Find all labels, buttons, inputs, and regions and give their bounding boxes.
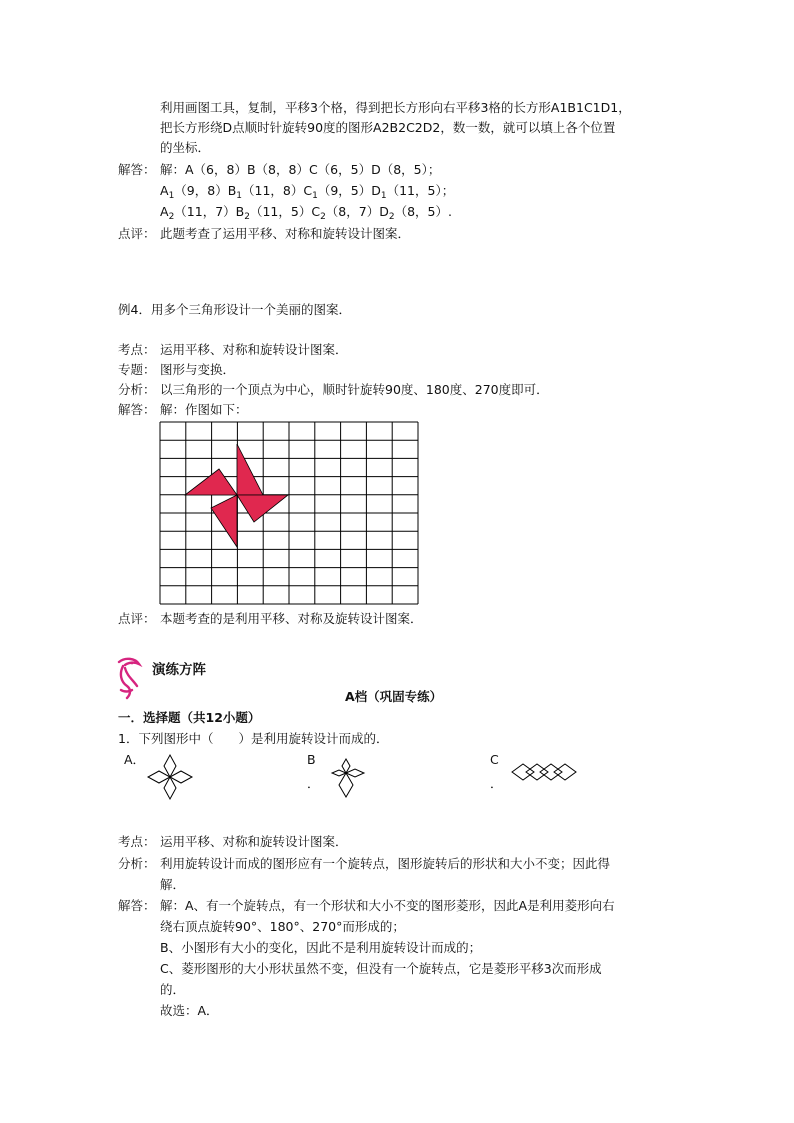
q1-jieda-line-6: 故选：A． [160, 1003, 219, 1018]
ex4-zhuanti: 图形与变换． [160, 362, 236, 377]
q1-jieda-line-2: 绕右顶点旋转90°、180°、270°而形成的； [160, 919, 405, 934]
option-c-rhombus-3 [540, 764, 562, 780]
ex4-kaodian: 运用平移、对称和旋转设计图案． [160, 342, 348, 357]
option-c-rhombus-4 [554, 764, 576, 780]
option-a-rhombus-right [170, 771, 192, 783]
option-b-figure [326, 757, 366, 807]
q1-kaodian: 运用平移、对称和旋转设计图案． [160, 834, 348, 849]
ex3-comment: 此题考查了运用平移、对称和旋转设计图案． [160, 226, 411, 241]
option-b-dot: ． [307, 776, 320, 791]
ex3-answer-line-2: $A_1(9$，$8)B_1(11$，$8)C_1(9$，$5)D_1(11$，5）； [160, 183, 455, 201]
ex3-line-2: 把长方形绕D点顺时针旋转90度的图形A2B2C2D2，数一数，就可以填上各个位置 [160, 120, 616, 135]
option-c-rhombus-1 [512, 764, 534, 780]
ex3-comment-label: 点评： [118, 226, 156, 241]
option-a-rhombus-bottom [164, 777, 176, 799]
ex4-dianping: 本题考查的是利用平移、对称及旋转设计图案． [160, 611, 423, 626]
q1-kaodian-label: 考点： [118, 834, 156, 849]
ex4-fenxi-label: 分析： [118, 382, 156, 397]
ex3-line-1: 利用画图工具，复制，平移3个格，得到把长方形向右平移3格的长方形A1B1C1D1， [160, 100, 631, 115]
pinwheel-blade-left [185, 469, 237, 495]
grid-lines [160, 422, 418, 604]
option-a-label: A． [124, 752, 146, 767]
option-a-figure [145, 752, 195, 802]
practice-part-title: 一．选择题（共12小题） [118, 710, 261, 725]
q1-text: 1．下列图形中（ ）是利用旋转设计而成的． [118, 731, 389, 746]
q1-jieda-line-3: B、小图形有大小的变化，因此不是利用旋转设计而成的； [160, 940, 482, 955]
q1-jieda-label: 解答： [118, 898, 156, 913]
ex3-line-3: 的坐标． [160, 140, 211, 155]
q1-fenxi-line-1: 利用旋转设计而成的图形应有一个旋转点，图形旋转后的形状和大小不变；因此得 [160, 856, 611, 871]
pinwheel-grid-figure [159, 421, 419, 605]
option-b-label: B [307, 752, 316, 767]
option-a-rhombus-top [164, 755, 176, 777]
ex4-title: 例4．用多个三角形设计一个美丽的图案． [118, 302, 351, 317]
practice-level-title: A档（巩固专练） [345, 689, 443, 704]
dolphin-icon [115, 656, 141, 702]
ex4-dianping-label: 点评： [118, 611, 156, 626]
pinwheel-blade-top [237, 444, 263, 495]
option-c-dot: ． [490, 776, 503, 791]
ex4-zhuanti-label: 专题： [118, 362, 156, 377]
ex4-jieda: 解：作图如下： [160, 402, 248, 417]
q1-fenxi-label: 分析： [118, 856, 156, 871]
option-a-rhombus-left [148, 771, 170, 783]
option-b-rhombus-left [332, 770, 346, 776]
ex3-answer-line-1: 解：A（6，8）B（8，8）C（6，5）D（8，5）； [160, 162, 441, 177]
ex4-fenxi: 以三角形的一个顶点为中心，顺时针旋转90度、180度、270度即可． [160, 382, 549, 397]
practice-section-title: 演练方阵 [152, 662, 206, 678]
q1-jieda-line-1: 解：A、有一个旋转点，有一个形状和大小不变的图形菱形，因此A是利用菱形向右 [160, 898, 615, 913]
ex4-kaodian-label: 考点： [118, 342, 156, 357]
ex3-answer-label: 解答： [118, 162, 156, 177]
option-b-rhombus-top [342, 759, 350, 773]
option-b-rhombus-bottom [339, 773, 353, 797]
option-c-label: C [490, 752, 499, 767]
option-c-rhombus-2 [526, 764, 548, 780]
option-c-figure [510, 760, 590, 784]
pinwheel-blade-right [237, 495, 288, 522]
ex4-jieda-label: 解答： [118, 402, 156, 417]
q1-jieda-line-4: C、菱形图形的大小形状虽然不变，但没有一个旋转点，它是菱形平移3次而形成 [160, 961, 602, 976]
pinwheel-blade-bottom [211, 495, 237, 547]
q1-fenxi-line-2: 解． [160, 877, 186, 892]
q1-jieda-line-5: 的． [160, 982, 186, 997]
ex3-answer-line-3: $A_2(11$，$7)B_2(11$，$5)C_2(8$，$7)D_2(8$，5）. [160, 204, 452, 222]
option-b-rhombus-right [346, 769, 364, 777]
